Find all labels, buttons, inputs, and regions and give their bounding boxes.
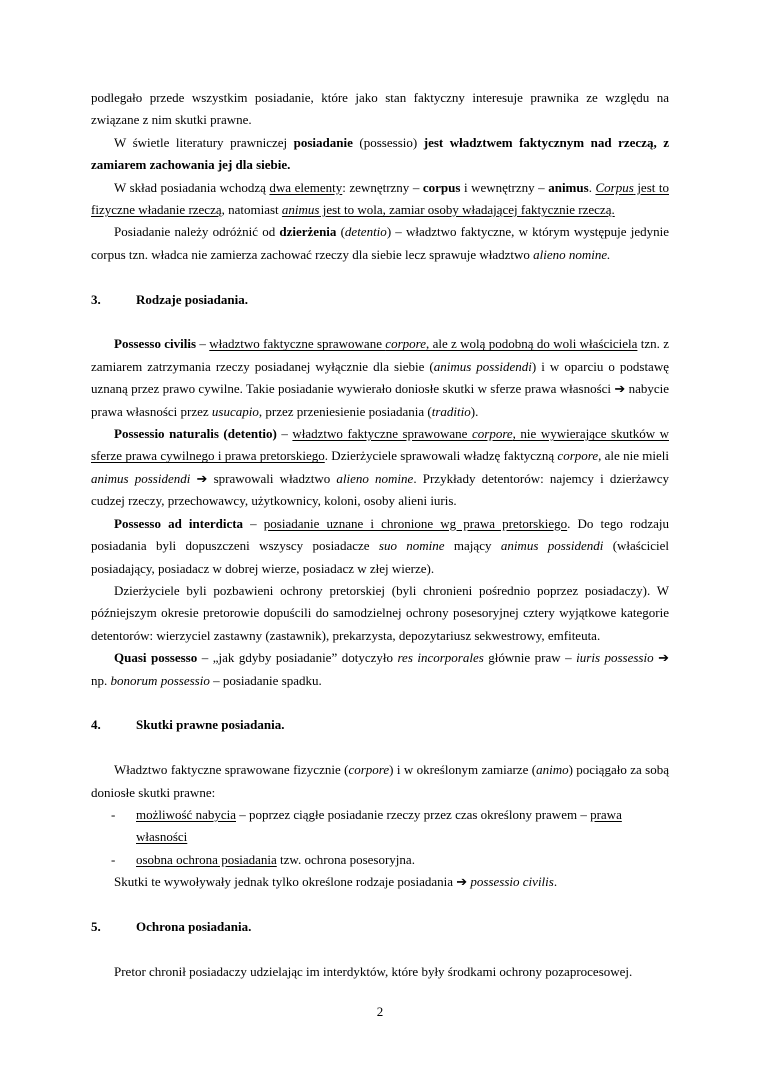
- paragraph: Dzierżyciele byli pozbawieni ochrony pretorskiej (byli chronieni pośrednio poprzez posiadaczy). W późniejszym okresie pretorowie dopuścili do samodzielnej ochrony posesoryjnej cztery wyjątkowe kategorie detentorów: wierzyciel zastawny (zastawnik), prekarzysta, depozytariusz sekwestrowy, emfiteuta.: [91, 582, 669, 643]
- section-heading: [91, 289, 669, 311]
- list-item: - osobna ochrona posiadania tzw. ochrona posesoryjna.: [91, 849, 669, 871]
- arrow-icon: ➔: [196, 470, 208, 486]
- paragraph: podlegało przede wszystkim posiadanie, które jako stan faktyczny interesuje prawnika ze względu na związane z nim skutki prawne.: [91, 90, 669, 128]
- page-body: [91, 87, 669, 983]
- section-heading: [91, 714, 669, 736]
- paragraph: Pretor chronił posiadaczy udzielając im interdyktów, które były środkami ochrony pozaprocesowej.: [114, 963, 633, 979]
- paragraph: Skutki te wywoływały jednak tylko określone rodzaje posiadania ➔ possessio civilis.: [114, 874, 558, 890]
- section-number: 3.: [91, 291, 101, 307]
- paragraph: W skład posiadania wchodzą dwa elementy: zewnętrzny – corpus i wewnętrzny – animus. Corpus jest to fizyczne władanie rzeczą, natomiast animus jest to wola, zamiar osoby władającej faktycznie rzeczą.: [91, 179, 670, 218]
- paragraph: Władztwo faktyczne sprawowane fizycznie (corpore) i w określonym zamiarze (animo) pociągało za sobą doniosłe skutki prawne:: [91, 762, 669, 800]
- paragraph: Possessio naturalis (detentio) – władztwo faktyczne sprawowane corpore, nie wywierające skutków w sferze prawa cywilnego i prawa pretorskiego. Dzierżyciele sprawowali władzę faktyczną corpore, ale nie mieli animus possidendi ➔ sprawowali władztwo alieno nomine. Przykłady detentorów: najemcy i dzierżawcy cudzej rzeczy, przechowawcy, użytkownicy, koloni, osoby alieni iuris.: [91, 426, 670, 509]
- paragraph: Quasi possesso – „jak gdyby posiadanie” dotyczyło res incorporales głównie praw – iuris possessio ➔ np. bonorum possessio – posiadanie spadku.: [91, 650, 670, 688]
- dash-bullet-icon: -: [111, 851, 116, 867]
- section-title: Skutki prawne posiadania.: [136, 717, 285, 733]
- paragraph: W świetle literatury prawniczej posiadanie (possessio) jest władztwem faktycznym nad rzeczą, z zamiarem zachowania jej dla siebie.: [91, 134, 669, 173]
- arrow-icon: ➔: [456, 874, 468, 890]
- paragraph: Posiadanie należy odróżnić od dzierżenia (detentio) – władztwo faktyczne, w którym występuje jedynie corpus tzn. władca nie zamierza zachować rzeczy dla siebie lecz sprawuje władztwo alieno nomine.: [91, 224, 669, 262]
- dash-bullet-icon: -: [111, 806, 116, 822]
- section-number: 4.: [91, 717, 101, 733]
- section-title: Ochrona posiadania.: [136, 918, 252, 934]
- list-item: - możliwość nabycia – poprzez ciągłe posiadanie rzeczy przez czas określony prawem – prawa własności: [91, 804, 669, 849]
- section-heading: [91, 916, 669, 938]
- section-title: Rodzaje posiadania.: [136, 291, 248, 307]
- arrow-icon: ➔: [658, 650, 670, 666]
- page-number: 2: [376, 1004, 384, 1019]
- arrow-icon: ➔: [614, 381, 626, 397]
- paragraph: Possesso civilis – władztwo faktyczne sprawowane corpore, ale z wolą podobną do woli właściciela tzn. z zamiarem zatrzymania rzeczy posiadanej wyłącznie dla siebie (animus possidendi) i w oparciu o podstawę uznaną przez prawo cywilne. Takie posiadanie wywierało doniosłe skutki w sferze prawa własności ➔ nabycie prawa własności przez usucapio, przez przeniesienie posiadania (traditio).: [91, 336, 670, 419]
- paragraph: Possesso ad interdicta – posiadanie uznane i chronione wg prawa pretorskiego. Do tego rodzaju posiadania byli dopuszczeni wszyscy posiadacze suo nomine mający animus possidendi (właściciel posiadający, posiadacz w dobrej wierze, posiadacz w złej wierze).: [91, 515, 669, 576]
- section-number: 5.: [91, 918, 101, 934]
